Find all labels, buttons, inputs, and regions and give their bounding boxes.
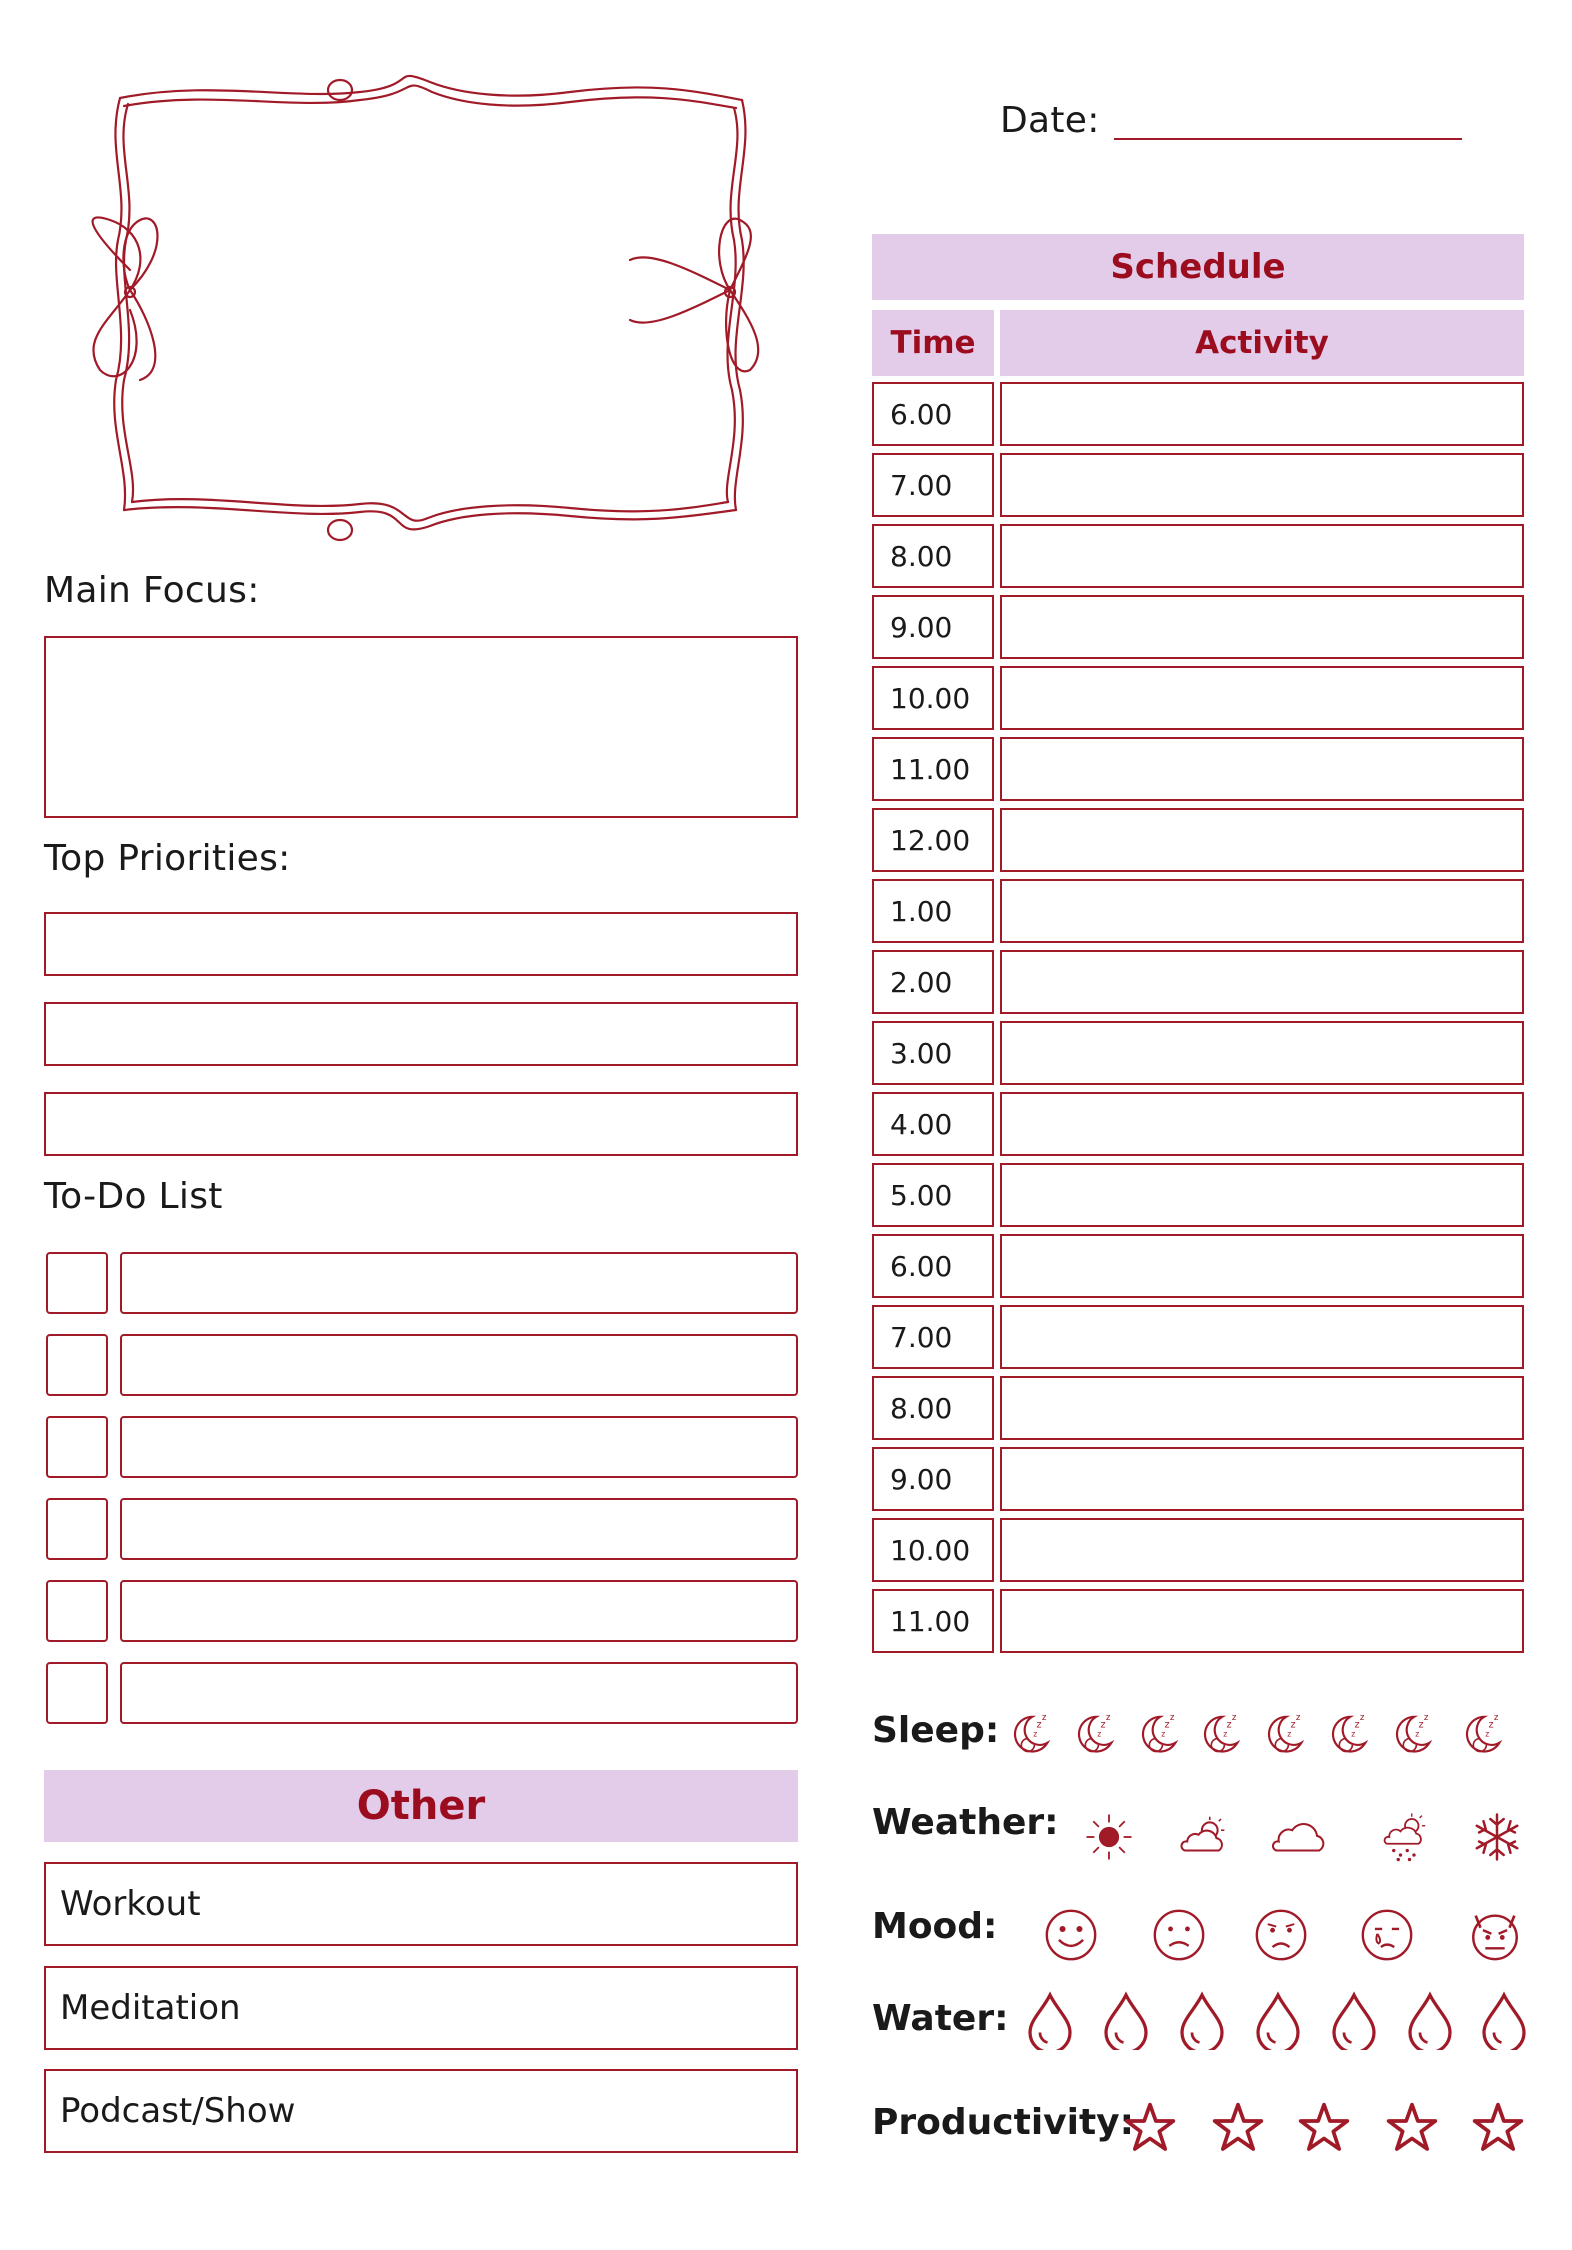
todo-checkbox[interactable] — [46, 1334, 108, 1396]
water-drop-icon[interactable] — [1096, 1990, 1156, 2050]
star-icon[interactable] — [1470, 2100, 1526, 2156]
todo-checkbox[interactable] — [46, 1498, 108, 1560]
schedule-activity-field[interactable] — [1000, 1589, 1524, 1653]
svg-text:z: z — [1290, 1719, 1296, 1731]
date-field[interactable] — [1114, 136, 1462, 140]
svg-text:z: z — [1354, 1719, 1360, 1731]
sun-icon[interactable] — [1082, 1810, 1136, 1864]
svg-text:z: z — [1287, 1729, 1292, 1739]
svg-text:z: z — [1100, 1719, 1106, 1731]
schedule-activity-field[interactable] — [1000, 737, 1524, 801]
main-focus-box[interactable] — [44, 636, 798, 818]
schedule-header: Schedule — [872, 234, 1524, 300]
moon-zzz-icon[interactable] — [1456, 1706, 1508, 1758]
schedule-activity-field[interactable] — [1000, 1163, 1524, 1227]
schedule-time: 12.00 — [872, 808, 994, 872]
sleep-label: Sleep: — [872, 1710, 1000, 1751]
moon-zzz-icon[interactable] — [1386, 1706, 1438, 1758]
schedule-time: 10.00 — [872, 666, 994, 730]
other-item-workout[interactable]: Workout — [44, 1862, 798, 1946]
todo-field[interactable] — [120, 1580, 798, 1642]
schedule-time: 8.00 — [872, 1376, 994, 1440]
schedule-activity-field[interactable] — [1000, 1376, 1524, 1440]
todo-field[interactable] — [120, 1252, 798, 1314]
schedule-time: 7.00 — [872, 453, 994, 517]
schedule-time: 11.00 — [872, 737, 994, 801]
svg-text:z: z — [1033, 1729, 1038, 1739]
schedule-time: 4.00 — [872, 1092, 994, 1156]
star-icon[interactable] — [1122, 2100, 1178, 2156]
frown-face-icon[interactable] — [1252, 1906, 1310, 1964]
cloud-icon[interactable] — [1272, 1810, 1326, 1864]
schedule-time: 7.00 — [872, 1305, 994, 1369]
svg-text:z: z — [1418, 1719, 1424, 1731]
todo-checkbox[interactable] — [46, 1662, 108, 1724]
crying-face-icon[interactable] — [1358, 1906, 1416, 1964]
water-drop-icon[interactable] — [1474, 1990, 1534, 2050]
main-focus-label: Main Focus: — [44, 570, 260, 611]
schedule-activity-field[interactable] — [1000, 666, 1524, 730]
water-drop-icon[interactable] — [1324, 1990, 1384, 2050]
top-priorities-label: Top Priorities: — [44, 838, 291, 879]
date-label: Date: — [1000, 100, 1100, 141]
schedule-time: 10.00 — [872, 1518, 994, 1582]
other-header: Other — [44, 1770, 798, 1842]
schedule-time: 2.00 — [872, 950, 994, 1014]
svg-text:z: z — [1488, 1719, 1494, 1731]
svg-text:z: z — [1169, 1713, 1175, 1724]
schedule-activity-field[interactable] — [1000, 1447, 1524, 1511]
schedule-activity-field[interactable] — [1000, 1305, 1524, 1369]
moon-zzz-icon[interactable] — [1132, 1706, 1184, 1758]
svg-text:z: z — [1041, 1713, 1047, 1724]
svg-text:z: z — [1493, 1713, 1499, 1724]
star-icon[interactable] — [1210, 2100, 1266, 2156]
rain-sun-icon[interactable] — [1378, 1810, 1432, 1864]
svg-text:z: z — [1231, 1713, 1237, 1724]
todo-field[interactable] — [120, 1334, 798, 1396]
svg-text:z: z — [1295, 1713, 1301, 1724]
weather-label: Weather: — [872, 1802, 1059, 1843]
svg-text:z: z — [1223, 1729, 1228, 1739]
todo-field[interactable] — [120, 1416, 798, 1478]
other-item-meditation[interactable]: Meditation — [44, 1966, 798, 2050]
water-drop-icon[interactable] — [1172, 1990, 1232, 2050]
schedule-time: 9.00 — [872, 1447, 994, 1511]
water-drop-icon[interactable] — [1020, 1990, 1080, 2050]
schedule-activity-field[interactable] — [1000, 1518, 1524, 1582]
todo-checkbox[interactable] — [46, 1580, 108, 1642]
svg-text:z: z — [1359, 1713, 1365, 1724]
schedule-time: 11.00 — [872, 1589, 994, 1653]
schedule-activity-field[interactable] — [1000, 1234, 1524, 1298]
moon-zzz-icon[interactable] — [1068, 1706, 1120, 1758]
schedule-time: 9.00 — [872, 595, 994, 659]
svg-text:z: z — [1423, 1713, 1429, 1724]
moon-zzz-icon[interactable] — [1322, 1706, 1374, 1758]
priority-field[interactable] — [44, 1002, 798, 1066]
svg-text:z: z — [1164, 1719, 1170, 1731]
todo-field[interactable] — [120, 1662, 798, 1724]
star-icon[interactable] — [1296, 2100, 1352, 2156]
svg-text:z: z — [1226, 1719, 1232, 1731]
svg-text:z: z — [1485, 1729, 1490, 1739]
schedule-time: 1.00 — [872, 879, 994, 943]
mood-label: Mood: — [872, 1906, 998, 1947]
svg-text:z: z — [1161, 1729, 1166, 1739]
moon-zzz-icon[interactable] — [1258, 1706, 1310, 1758]
schedule-time: 6.00 — [872, 1234, 994, 1298]
ribbon-frame — [90, 70, 770, 550]
svg-text:z: z — [1097, 1729, 1102, 1739]
priority-field[interactable] — [44, 1092, 798, 1156]
svg-text:z: z — [1036, 1719, 1042, 1731]
schedule-activity-field[interactable] — [1000, 808, 1524, 872]
schedule-activity-field[interactable] — [1000, 382, 1524, 446]
schedule-time: 8.00 — [872, 524, 994, 588]
water-label: Water: — [872, 1998, 1009, 2039]
water-drop-icon[interactable] — [1400, 1990, 1460, 2050]
schedule-activity-field[interactable] — [1000, 1092, 1524, 1156]
svg-text:z: z — [1351, 1729, 1356, 1739]
schedule-activity-field[interactable] — [1000, 595, 1524, 659]
schedule-activity-field[interactable] — [1000, 453, 1524, 517]
todo-checkbox[interactable] — [46, 1416, 108, 1478]
priority-field[interactable] — [44, 912, 798, 976]
todo-checkbox[interactable] — [46, 1252, 108, 1314]
schedule-activity-field[interactable] — [1000, 1021, 1524, 1085]
schedule-activity-field[interactable] — [1000, 950, 1524, 1014]
schedule-time: 3.00 — [872, 1021, 994, 1085]
sad-face-icon[interactable] — [1150, 1906, 1208, 1964]
schedule-time: 6.00 — [872, 382, 994, 446]
schedule-time: 5.00 — [872, 1163, 994, 1227]
partly-cloudy-icon[interactable] — [1176, 1810, 1230, 1864]
todo-label: To-Do List — [44, 1176, 223, 1217]
productivity-label: Productivity: — [872, 2102, 1135, 2143]
time-column-header: Time — [872, 310, 994, 376]
activity-column-header: Activity — [1000, 310, 1524, 376]
snowflake-icon[interactable] — [1470, 1810, 1524, 1864]
todo-field[interactable] — [120, 1498, 798, 1560]
other-item-podcast[interactable]: Podcast/Show — [44, 2069, 798, 2153]
star-icon[interactable] — [1384, 2100, 1440, 2156]
svg-text:z: z — [1415, 1729, 1420, 1739]
devil-face-icon[interactable] — [1466, 1906, 1524, 1964]
happy-face-icon[interactable] — [1042, 1906, 1100, 1964]
svg-text:z: z — [1105, 1713, 1111, 1724]
schedule-activity-field[interactable] — [1000, 879, 1524, 943]
schedule-activity-field[interactable] — [1000, 524, 1524, 588]
moon-zzz-icon[interactable] — [1004, 1706, 1056, 1758]
water-drop-icon[interactable] — [1248, 1990, 1308, 2050]
moon-zzz-icon[interactable] — [1194, 1706, 1246, 1758]
